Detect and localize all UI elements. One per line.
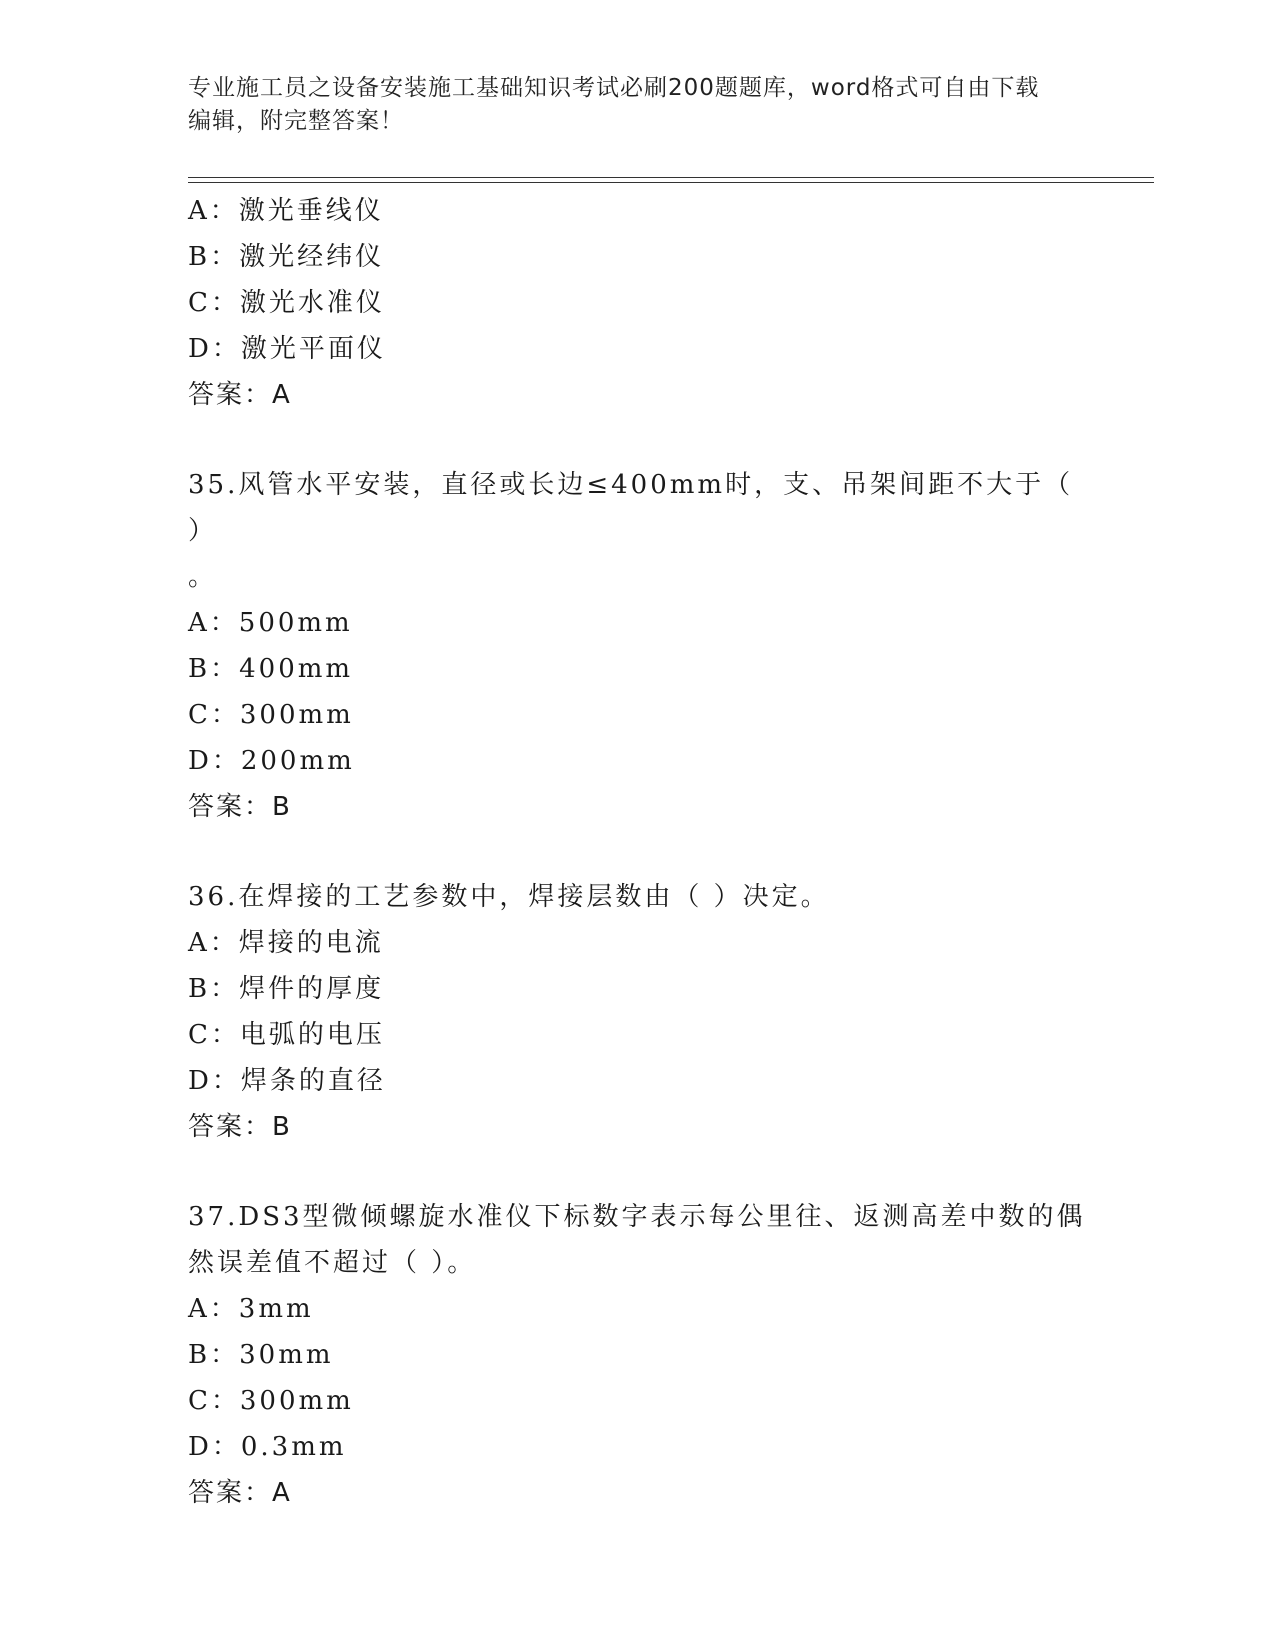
answer-line: 答案：A bbox=[188, 1478, 292, 1508]
option-d: D：0.3mm bbox=[188, 1432, 347, 1462]
question-34-continued bbox=[188, 188, 1088, 418]
option-b: B：激光经纬仪 bbox=[188, 242, 385, 272]
option-a: A：3mm bbox=[188, 1294, 314, 1324]
answer-line: 答案：B bbox=[188, 1112, 292, 1142]
option-b: B：焊件的厚度 bbox=[188, 974, 385, 1004]
option-b: B：30mm bbox=[188, 1340, 334, 1370]
option-c: C：激光水准仪 bbox=[188, 288, 385, 318]
document-header bbox=[188, 72, 1068, 138]
header-line-1: 专业施工员之设备安装施工基础知识考试必刷200题题库，word格式可自由下载 bbox=[188, 75, 1040, 101]
option-a: A：500mm bbox=[188, 608, 353, 638]
question-37 bbox=[188, 1194, 1088, 1516]
option-d: D：200mm bbox=[188, 746, 355, 776]
option-a: A：激光垂线仪 bbox=[188, 196, 384, 226]
option-c: C：300mm bbox=[188, 1386, 354, 1416]
question-text-continued: 然误差值不超过（ ）。 bbox=[188, 1248, 477, 1278]
option-c: C：300mm bbox=[188, 700, 354, 730]
answer-line: 答案：A bbox=[188, 380, 292, 410]
question-text: 37.DS3型微倾螺旋水准仪下标数字表示每公里往、返测高差中数的偶 bbox=[188, 1202, 1086, 1232]
question-text: 35.风管水平安装，直径或长边≤400mm时，支、吊架间距不大于（ ） bbox=[188, 470, 1074, 546]
document-body bbox=[188, 188, 1088, 1516]
option-c: C：电弧的电压 bbox=[188, 1020, 385, 1050]
header-line-2: 编辑，附完整答案！ bbox=[188, 108, 404, 134]
question-text: 36.在焊接的工艺参数中，焊接层数由（ ）决定。 bbox=[188, 882, 830, 912]
option-b: B：400mm bbox=[188, 654, 354, 684]
question-36 bbox=[188, 874, 1088, 1150]
option-d: D：焊条的直径 bbox=[188, 1066, 386, 1096]
answer-line: 答案：B bbox=[188, 792, 292, 822]
header-divider-top bbox=[188, 177, 1154, 178]
option-a: A：焊接的电流 bbox=[188, 928, 384, 958]
header-divider-bottom bbox=[188, 182, 1154, 183]
question-text-continued: 。 bbox=[188, 562, 215, 592]
option-d: D：激光平面仪 bbox=[188, 334, 386, 364]
question-35 bbox=[188, 462, 1088, 830]
